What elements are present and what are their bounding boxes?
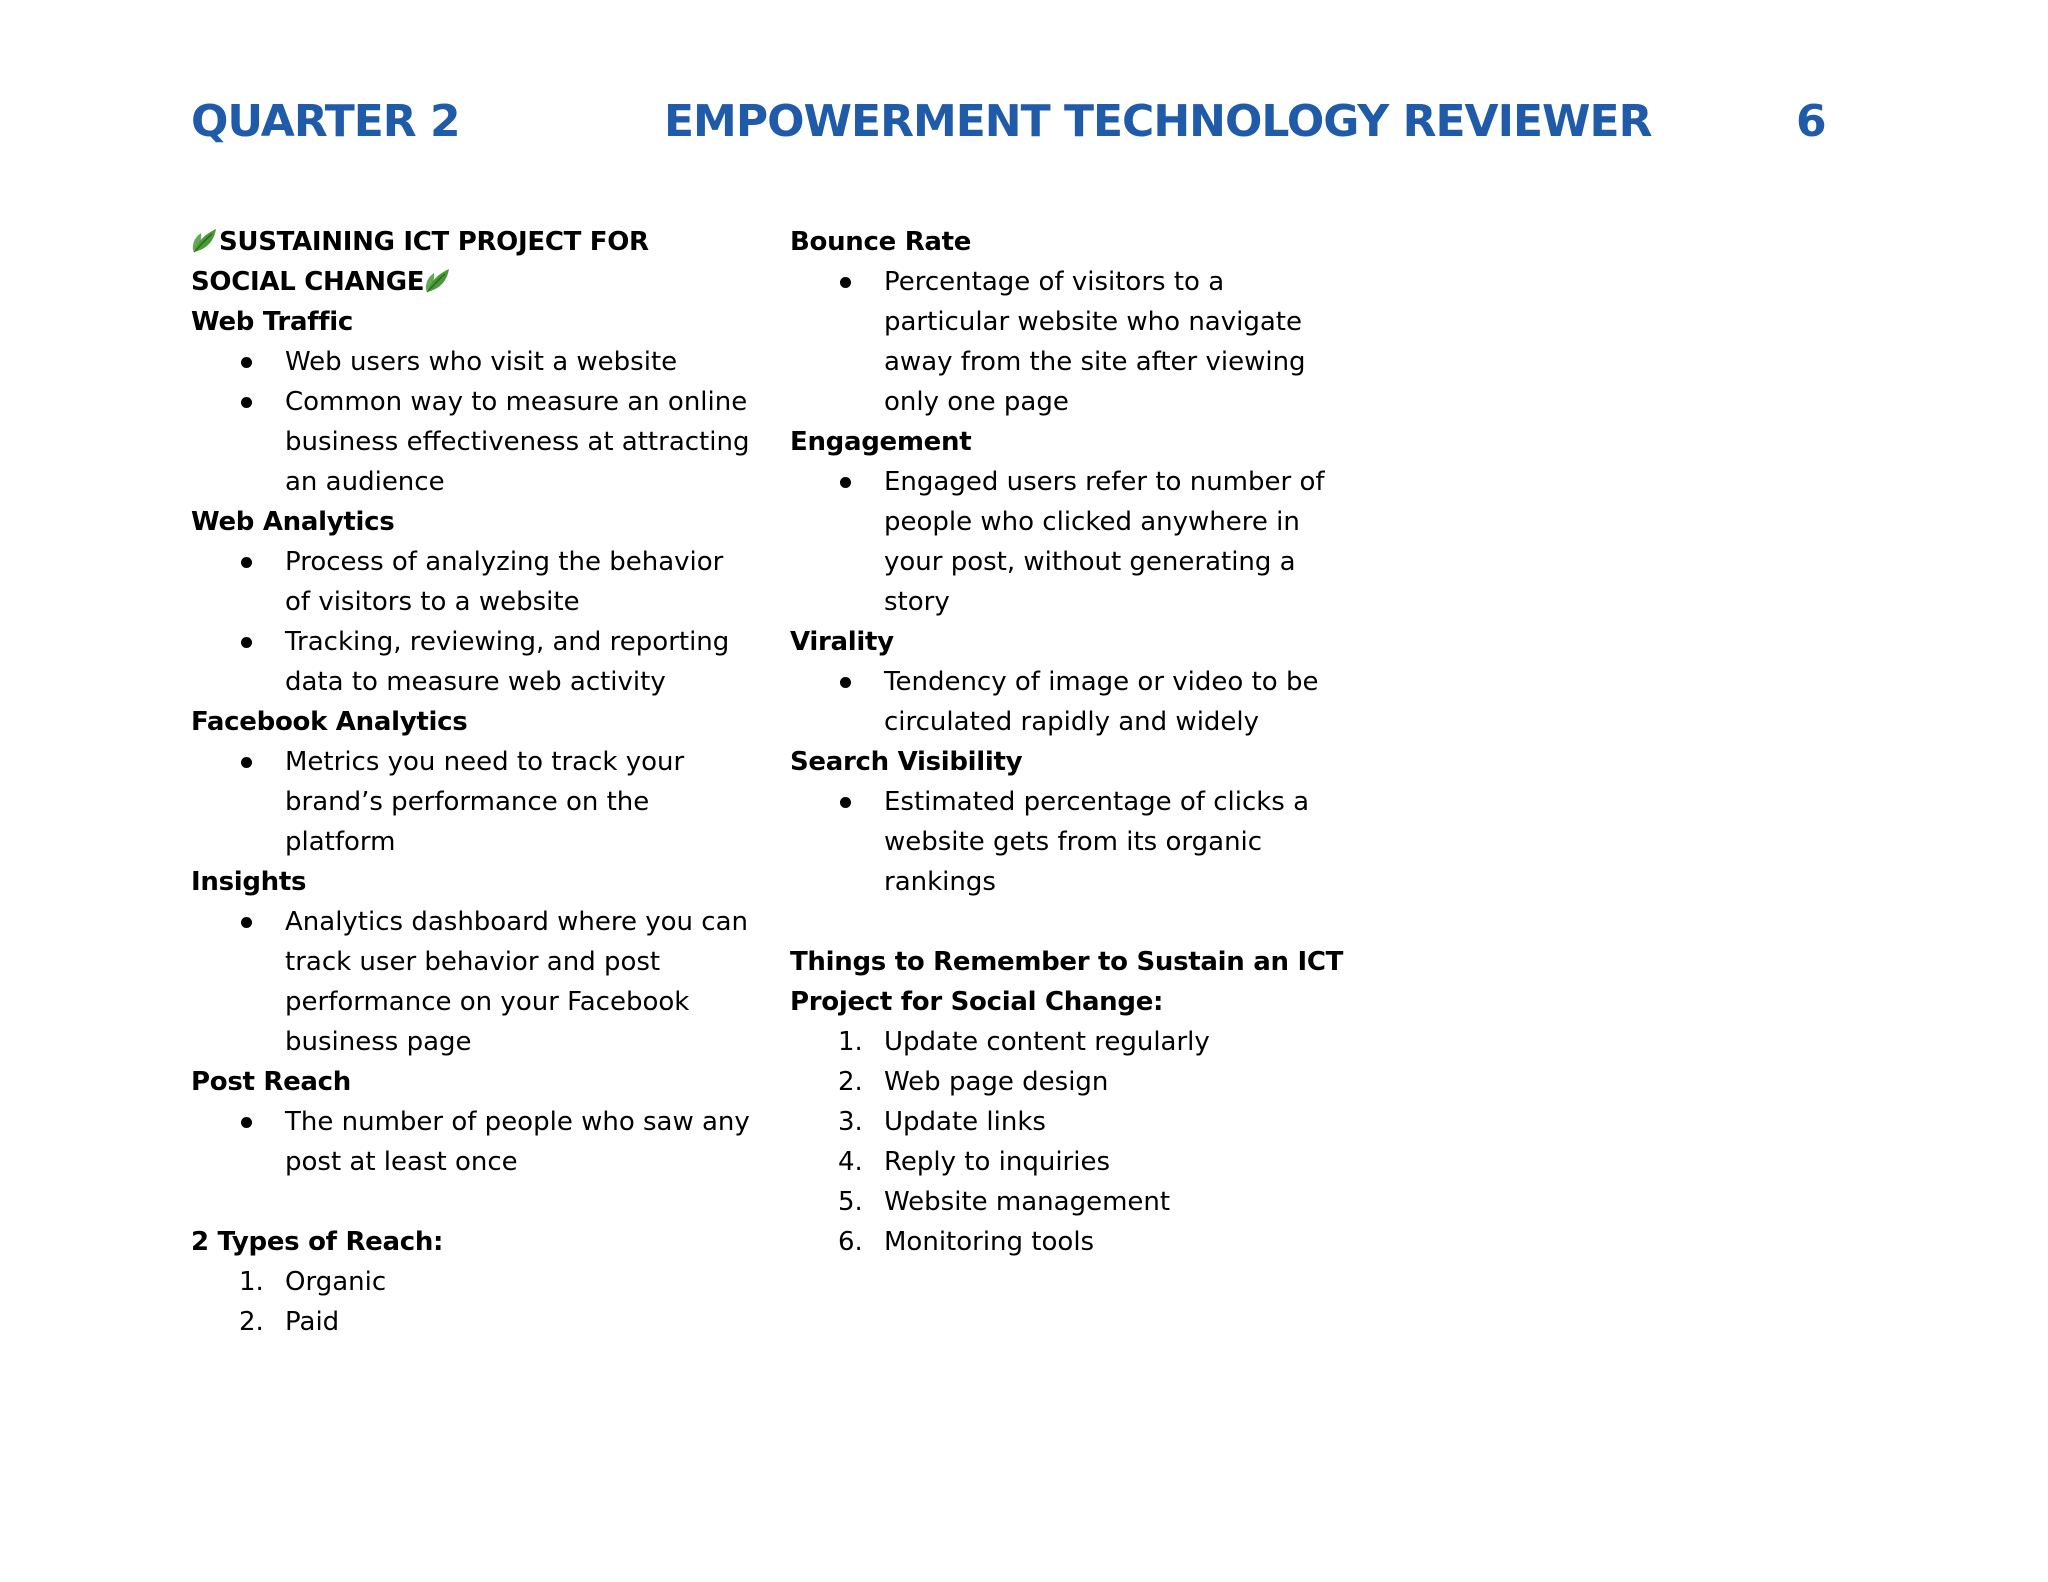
list-item: 6. Monitoring tools	[790, 1222, 1354, 1262]
spacer	[790, 902, 1350, 942]
heading-web-traffic: Web Traffic	[191, 307, 353, 337]
list-number: 3.	[838, 1107, 863, 1137]
bullet-icon	[840, 677, 851, 688]
bullet-icon	[241, 1117, 252, 1128]
list-item: 2. Web page design	[790, 1062, 1354, 1102]
list-item: Engaged users refer to number of people who clicked anywhere in your post, without generating a story	[790, 462, 1354, 622]
bounce-rate-list	[790, 262, 1350, 422]
bullet-icon	[241, 917, 252, 928]
heading-search-visibility: Search Visibility	[790, 747, 1023, 777]
heading-facebook-analytics: Facebook Analytics	[191, 707, 468, 737]
heading-insights: Insights	[191, 867, 307, 897]
section-title-line-2	[191, 262, 751, 302]
section-title-line-1	[191, 222, 751, 262]
list-item: Metrics you need to track your brand’s performance on the platform	[191, 742, 755, 862]
quarter-label: QUARTER 2	[191, 96, 460, 147]
left-column	[191, 222, 751, 1342]
list-item: 1. Update content regularly	[790, 1022, 1354, 1062]
list-item: Web users who visit a website	[191, 342, 755, 382]
page-number: 6	[1796, 96, 1826, 147]
list-item: 2. Paid	[191, 1302, 755, 1342]
heading-engagement: Engagement	[790, 427, 972, 457]
list-number: 4.	[838, 1147, 863, 1177]
bullet-icon	[241, 637, 252, 648]
document-title: EMPOWERMENT TECHNOLOGY REVIEWER	[664, 96, 1652, 147]
types-of-reach-list	[191, 1262, 751, 1342]
post-reach-list	[191, 1102, 751, 1182]
heading-types-of-reach: 2 Types of Reach:	[191, 1227, 444, 1257]
list-item: Percentage of visitors to a particular website who navigate away from the site after viewing only one page	[790, 262, 1354, 422]
list-number: 6.	[838, 1227, 863, 1257]
list-item: 3. Update links	[790, 1102, 1354, 1142]
heading-virality: Virality	[790, 627, 894, 657]
heading-bounce-rate: Bounce Rate	[790, 227, 972, 257]
bullet-icon	[241, 397, 252, 408]
section-title-text-2: SOCIAL CHANGE	[191, 267, 425, 297]
web-traffic-list	[191, 342, 751, 502]
web-analytics-list	[191, 542, 751, 702]
list-item: The number of people who saw any post at least once	[191, 1102, 755, 1182]
bullet-icon	[840, 277, 851, 288]
section-title-text-1: SUSTAINING ICT PROJECT FOR	[219, 227, 649, 257]
virality-list	[790, 662, 1350, 742]
things-to-remember-list	[790, 1022, 1350, 1262]
page-header	[0, 92, 2048, 152]
facebook-analytics-list	[191, 742, 751, 862]
list-item: 5. Website management	[790, 1182, 1354, 1222]
bullet-icon	[840, 477, 851, 488]
right-column	[790, 222, 1350, 1262]
search-visibility-list	[790, 782, 1350, 902]
engagement-list	[790, 462, 1350, 622]
herb-leaf-icon	[191, 225, 219, 255]
list-item: Process of analyzing the behavior of visitors to a website	[191, 542, 755, 622]
insights-list	[191, 902, 751, 1062]
list-number: 2.	[239, 1307, 264, 1337]
list-number: 1.	[838, 1027, 863, 1057]
list-number: 2.	[838, 1067, 863, 1097]
list-item: 4. Reply to inquiries	[790, 1142, 1354, 1182]
bullet-icon	[840, 797, 851, 808]
list-item: Tendency of image or video to be circulated rapidly and widely	[790, 662, 1354, 742]
herb-leaf-icon	[424, 265, 452, 295]
heading-things-to-remember-1: Things to Remember to Sustain an ICT	[790, 947, 1344, 977]
spacer	[191, 1182, 751, 1222]
list-item: Tracking, reviewing, and reporting data to measure web activity	[191, 622, 755, 702]
list-item: 1. Organic	[191, 1262, 755, 1302]
bullet-icon	[241, 557, 252, 568]
bullet-icon	[241, 357, 252, 368]
list-item: Common way to measure an online business effectiveness at attracting an audience	[191, 382, 755, 502]
heading-web-analytics: Web Analytics	[191, 507, 395, 537]
list-item: Estimated percentage of clicks a website gets from its organic rankings	[790, 782, 1354, 902]
bullet-icon	[241, 757, 252, 768]
heading-post-reach: Post Reach	[191, 1067, 351, 1097]
list-number: 5.	[838, 1187, 863, 1217]
list-item: Analytics dashboard where you can track user behavior and post performance on your Facebook business page	[191, 902, 755, 1062]
list-number: 1.	[239, 1267, 264, 1297]
heading-things-to-remember-2: Project for Social Change:	[790, 987, 1164, 1017]
